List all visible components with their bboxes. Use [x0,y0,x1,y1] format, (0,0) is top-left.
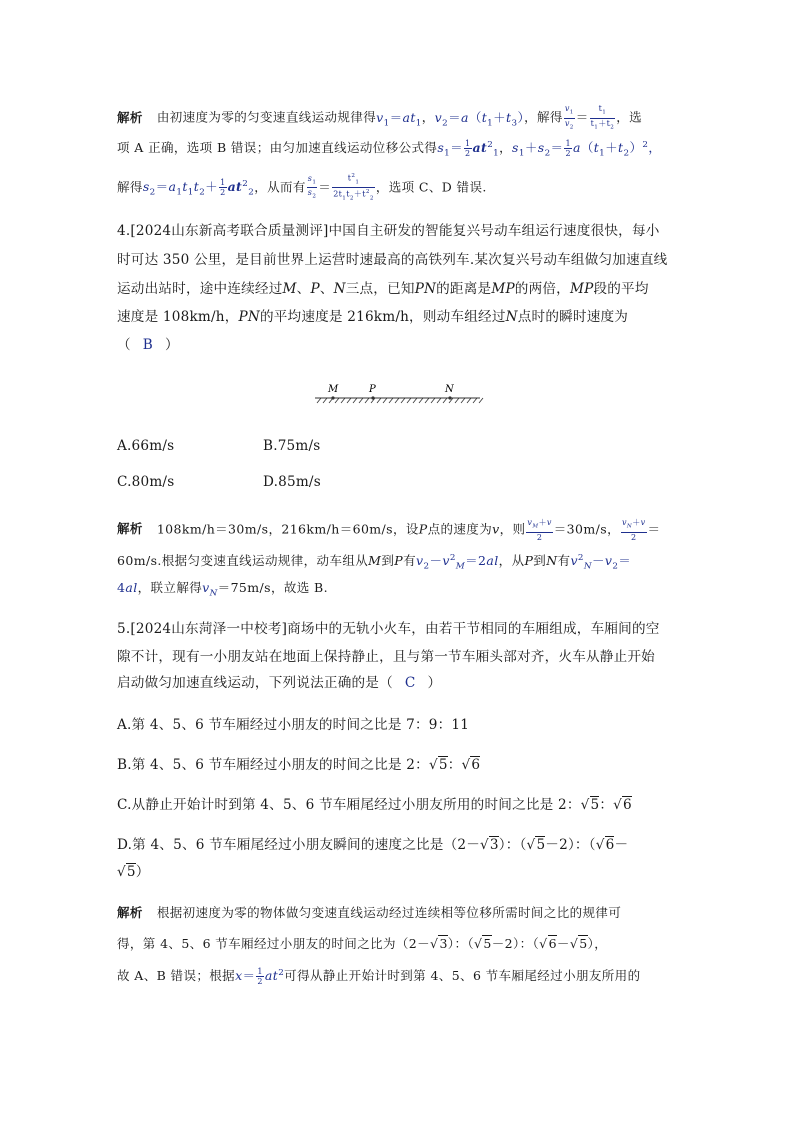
formula: $\frac{t^2_1}{2t_1t_2+t^2_2}$ [333,173,374,202]
hatch-mark [419,398,423,403]
hatch-mark [317,398,321,403]
hatch-mark [461,398,465,403]
solution-5-line-3: 故 A、B 错误；根据x＝ $\frac{1}{2}$ $at^2$可得从静止开始计时到第 4、5、6 节车厢尾经过小朋友所用的 [117,967,641,986]
point-m [331,396,334,399]
hatch-mark [377,398,381,403]
formula: $s_1+s_2=$ $\frac{1}{2}$ $a(t_1+t_2)^2$， [512,139,662,159]
hatch-mark [383,398,387,403]
question-5-line-1: 5.[2024山东菏泽一中校考]商场中的无轨小火车，由若干节相同的车厢组成，车厢间的空 [117,621,660,637]
solution-4-line-3: 4al，联立解得$v_N=75m/s$，故选 B. [117,580,328,599]
q5-option-c: C.从静止开始计时到第 4、5、6 节车厢尾经过小朋友所用的时间之比是 2：√5：√6 [117,797,632,813]
hatch-mark [413,398,417,403]
answer-choice: C [404,675,416,691]
formula: $\frac{v_N+v}{2}$ [621,518,646,542]
point-label-n: N [445,384,454,395]
formula: 4al [117,580,138,595]
hatch-mark [401,398,405,403]
question-5-line-3: 启动做匀加速直线运动，下列说法正确的是（ C ） [117,675,442,691]
option-c: C.80m/s [117,474,175,490]
solution-3-line-1: 解析 由初速度为零的匀变速直线运动规律得$v_1=at_1$，$v_2=a(t_1+t_3)$，解得 $\frac{v_1}{v_2}$ ＝ $\frac{t_1}{t_1+t_2}$ ，选 [117,104,642,131]
formula: $v_1=at_1$ [376,109,422,129]
q5-option-d-line-2: √5） [117,864,150,880]
solution-label: 解析 [117,109,143,125]
hatch-mark [347,398,351,403]
formula: $v^2_N-v_2=$ [570,552,632,572]
hatch-mark [407,398,411,403]
q5-option-b: B.第 4、5、6 节车厢经过小朋友的时间之比是 2：√5：√6 [117,757,481,773]
question-5-line-2: 隙不计，现有一小朋友站在地面上保持静止，且与第一节车厢头部对齐，火车从静止开始 [117,649,655,665]
hatch-mark [341,398,345,403]
hatch-mark [359,398,363,403]
hatch-mark [335,398,339,403]
formula: $s_1=$ $\frac{1}{2}$ $at^2_1$ [437,139,500,159]
solution-4-line-1: 解析 108km/h＝30m/s，216km/h＝60m/s，设P点的速度为v，则 $\frac{v_M+v}{2}$ ＝30m/s， $\frac{v_N+v}{2}$ ＝ [117,518,661,542]
hatch-mark [437,398,441,403]
hatch-mark [365,398,369,403]
option-b: B.75m/s [263,438,321,454]
track-diagram [315,380,485,410]
solution-3-line-2: 项 A 正确，选项 B 错误；由匀加速直线运动位移公式得$s_1=$ $\frac{1}{2}$ $at^2_1$，$s_1+s_2=$ $\frac{1}{2}$ $a(t_1+t_2)^2$， [117,139,662,159]
point-n [448,396,451,399]
hatch-mark [425,398,429,403]
question-4-answer: （ B ） [117,337,179,353]
hatch-mark [323,398,327,403]
formula: $\frac{s_1}{s_2}$ [307,173,317,200]
formula: $v_N$ [202,580,218,599]
formula: x＝ $\frac{1}{2}$ $at^2$ [235,967,285,986]
hatch-mark [443,398,447,403]
formula: $\frac{t_1}{t_1+t_2}$ [590,104,615,131]
option-d: D.85m/s [263,474,321,490]
point-label-m: M [328,384,339,395]
solution-3-line-3: 解得$s_2=a_1t_1t_2+$ $\frac{1}{2}$ $at^2_2$，从而有 $\frac{s_1}{s_2}$ ＝ $\frac{t^2_1}{2t_1t_2+t^2_2}$ ，选项 C、D 错误. [117,173,487,202]
solution-label: 解析 [117,521,143,537]
solution-4-line-2: 60m/s.根据匀变速直线运动规律，动车组从M到P有$v_2-v^2_M=2al$，从P到N有$v^2_N-v_2=$ [117,552,632,572]
question-4-line-3: 运动出站时，途中连续经过M、P、N三点，已知PN的距离是MP的两倍，MP段的平均 [117,281,649,297]
ground-hatching [317,398,483,403]
question-4-line-2: 时可达 350 公里，是目前世界上运营时速最高的高铁列车.某次复兴号动车组做匀加速直线 [117,252,668,268]
hatch-mark [431,398,435,403]
hatch-mark [473,398,477,403]
hatch-mark [353,398,357,403]
hatch-mark [467,398,471,403]
formula: $v_2=a(t_1+t_3)$ [434,109,525,129]
hatch-mark [389,398,393,403]
question-4-line-1: 4.[2024山东新高考联合质量测评]中国自主研发的智能复兴号动车组运行速度很快，每小 [117,223,660,239]
formula: $s_2=a_1t_1t_2+$ $\frac{1}{2}$ $at^2_2$ [142,178,255,198]
solution-5-line-2: 得，第 4、5、6 节车厢经过小朋友的时间之比为（2－√3）：（√5－2）：（√6－√5）， [117,936,608,951]
point-label-p: P [369,384,376,395]
hatch-mark [395,398,399,403]
solution-5-line-1: 解析 根据初速度为零的物体做匀变速直线运动经过连续相等位移所需时间之比的规律可 [117,905,622,920]
formula: $v_2-v^2_M=2al$ [416,552,499,572]
formula: $\frac{v_1}{v_2}$ [564,104,574,131]
formula: $\frac{v_M+v}{2}$ [527,518,552,542]
hatch-mark [479,398,483,403]
solution-label: 解析 [117,905,143,920]
option-a: A.66m/s [117,438,175,454]
q5-option-d-line-1: D.第 4、5、6 节车厢尾经过小朋友瞬间的速度之比是（2－√3）：（√5－2）：（√6－ [117,837,629,853]
q5-option-a: A.第 4、5、6 节车厢经过小朋友的时间之比是 7：9：11 [117,717,470,733]
point-p [371,396,374,399]
hatch-mark [455,398,459,403]
question-4-line-4: 速度是 108km/h，PN的平均速度是 216km/h，则动车组经过N点时的瞬时速度为 [117,309,629,325]
answer-choice: B [142,337,153,353]
